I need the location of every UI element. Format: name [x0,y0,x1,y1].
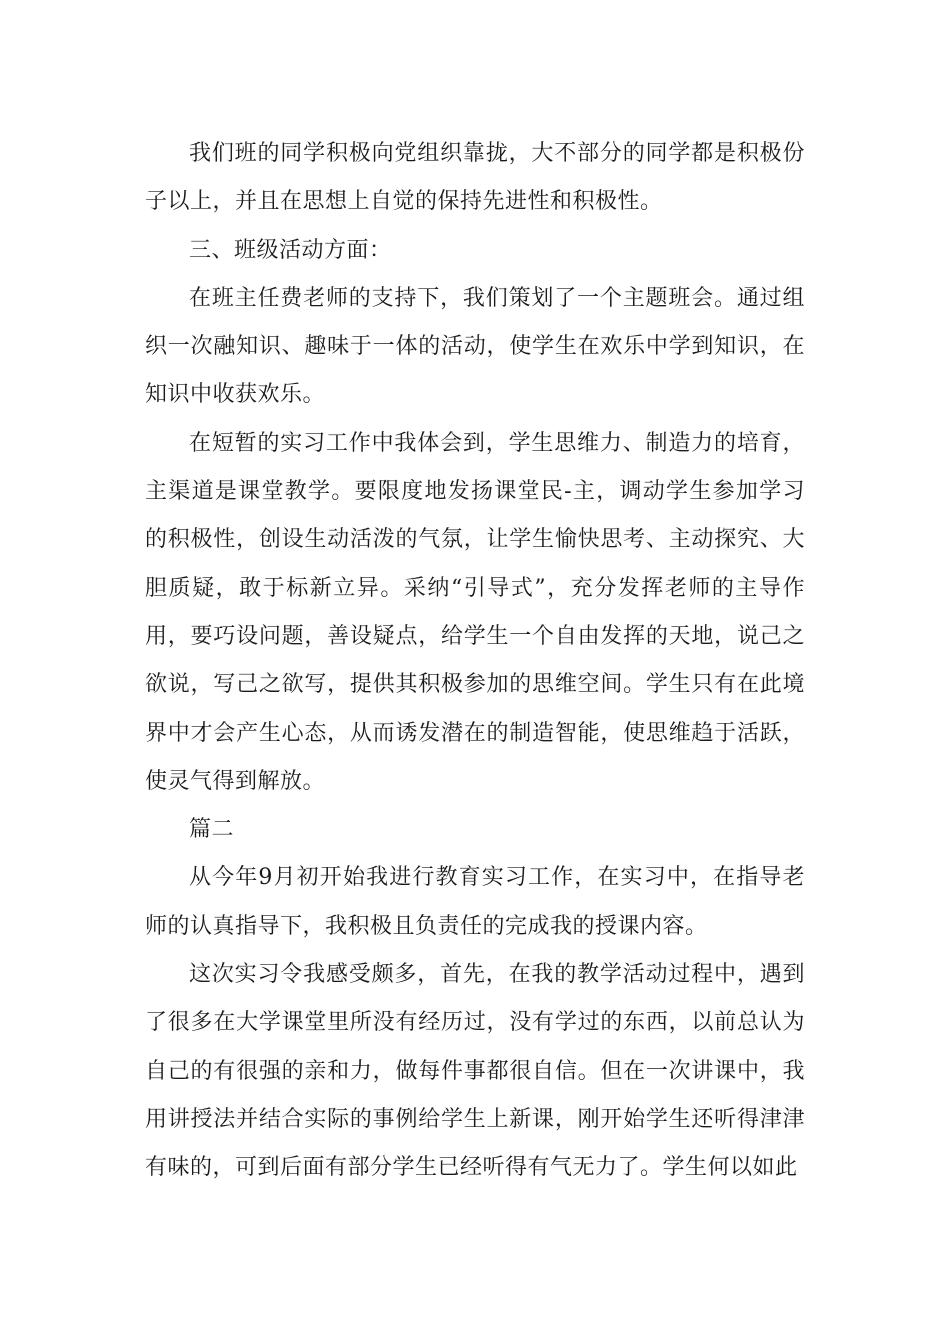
section-heading-part-two: 篇二 [189,817,235,843]
paragraph-class-party: 我们班的同学积极向党组织靠拢，大不部分的同学都是积极份子以上，并且在思想上自觉的保持先进性和积极性。 [145,141,805,215]
section-heading-class-activities: 三、班级活动方面： [189,237,392,263]
paragraph-internship-experience: 这次实习令我感受颇多，首先，在我的教学活动过程中，遇到了很多在大学课堂里所没有经历过，没有学过的东西，以前总认为自己的有很强的亲和力，做每件事都很自信。但在一次讲课中，我用讲授法并结合实际的事例给学生上新课，刚开始学生还听得津津有味的，可到后面有部分学生已经听得有气无力了。学生何以如此 [145,962,805,1181]
document-body [145,130,805,1193]
paragraph-internship-start: 从今年9月初开始我进行教育实习工作，在实习中，在指导老师的认真指导下，我积极且负责任的完成我的授课内容。 [145,865,805,939]
paragraph-teaching-reflection: 在短暂的实习工作中我体会到，学生思维力、制造力的培育，主渠道是课堂教学。要限度地发扬课堂民-主，调动学生参加学习的积极性，创设生动活泼的气氛，让学生愉快思考、主动探究、大胆质疑，敢于标新立异。采纳“引导式”，充分发挥老师的主导作用，要巧设问题，善设疑点，给学生一个自由发挥的天地，说己之欲说，写己之欲写，提供其积极参加的思维空间。学生只有在此境界中才会产生心态，从而诱发潜在的制造智能，使思维趋于活跃，使灵气得到解放。 [145,430,805,794]
paragraph-theme-meeting: 在班主任费老师的支持下，我们策划了一个主题班会。通过组织一次融知识、趣味于一体的活动，使学生在欢乐中学到知识，在知识中收获欢乐。 [145,285,805,408]
